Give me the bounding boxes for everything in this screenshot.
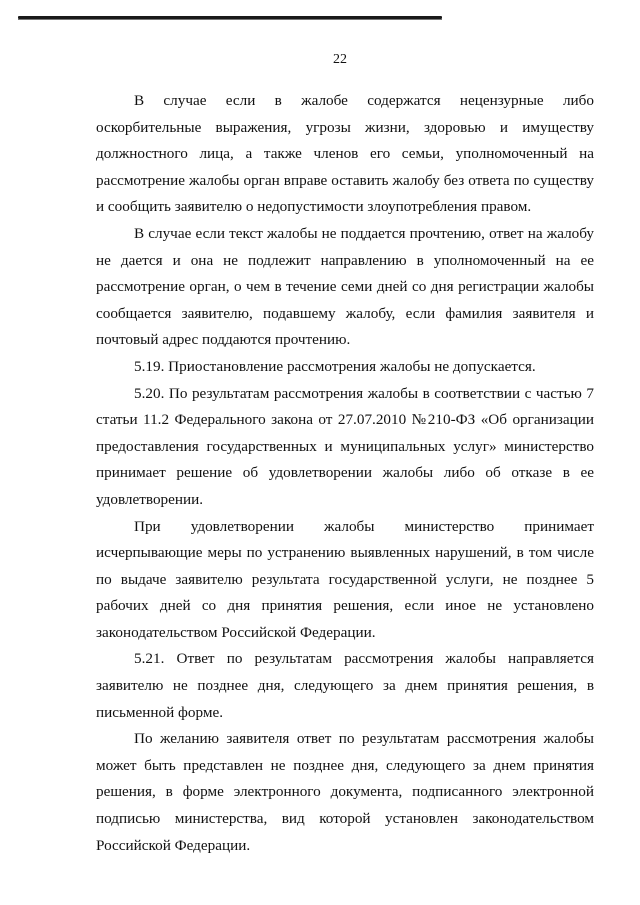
header-rule xyxy=(18,16,442,19)
body-text xyxy=(96,88,594,859)
paragraph-5-20: 5.20. По результатам рассмотрения жалобы в соответствии с частью 7 статьи 11.2 Федерального закона от 27.07.2010 №210-ФЗ «Об организации предоставления государственных и муниципальных услуг» министерство принимает решение об удовлетворении жалобы либо об отказе в ее удовлетворении. xyxy=(96,384,594,508)
paragraph-unreadable-complaint: В случае если текст жалобы не поддается прочтению, ответ на жалобу не дается и она не подлежит направлению в уполномоченный на ее рассмотрение орган, о чем в течение семи дней со дня регистрации жалобы сообщается заявителю, подавшему жалобу, если фамилия заявителя и почтовый адрес поддаются прочтению. xyxy=(96,224,594,349)
page-number: 22 xyxy=(333,52,347,67)
paragraph-5-19: 5.19. Приостановление рассмотрения жалобы не допускается. xyxy=(134,357,536,375)
paragraph-complaint-satisfaction: При удовлетворении жалобы министерство принимает исчерпывающие меры по устранению выявленных нарушений, в том числе по выдаче заявителю результата государственной услуги, не позднее 5 рабочих дней со дня принятия решения, если иное не установлено законодательством Российской Федерации. xyxy=(96,517,594,641)
paragraph-electronic-response: По желанию заявителя ответ по результатам рассмотрения жалобы может быть представлен не позднее дня, следующего за днем принятия решения, в форме электронного документа, подписанного электронной подписью министерства, вид которой установлен законодательством Российской Федерации. xyxy=(96,730,594,854)
paragraph-5-21: 5.21. Ответ по результатам рассмотрения жалобы направляется заявителю не позднее дня, следующего за днем принятия решения, в письменной форме. xyxy=(96,650,594,721)
paragraph-obscene-complaint: В случае если в жалобе содержатся нецензурные либо оскорбительные выражения, угрозы жизни, здоровью и имуществу должностного лица, а также членов его семьи, уполномоченный на рассмотрение жалобы орган вправе оставить жалобу без ответа по существу и сообщить заявителю о недопустимости злоупотребления правом. xyxy=(96,92,594,216)
